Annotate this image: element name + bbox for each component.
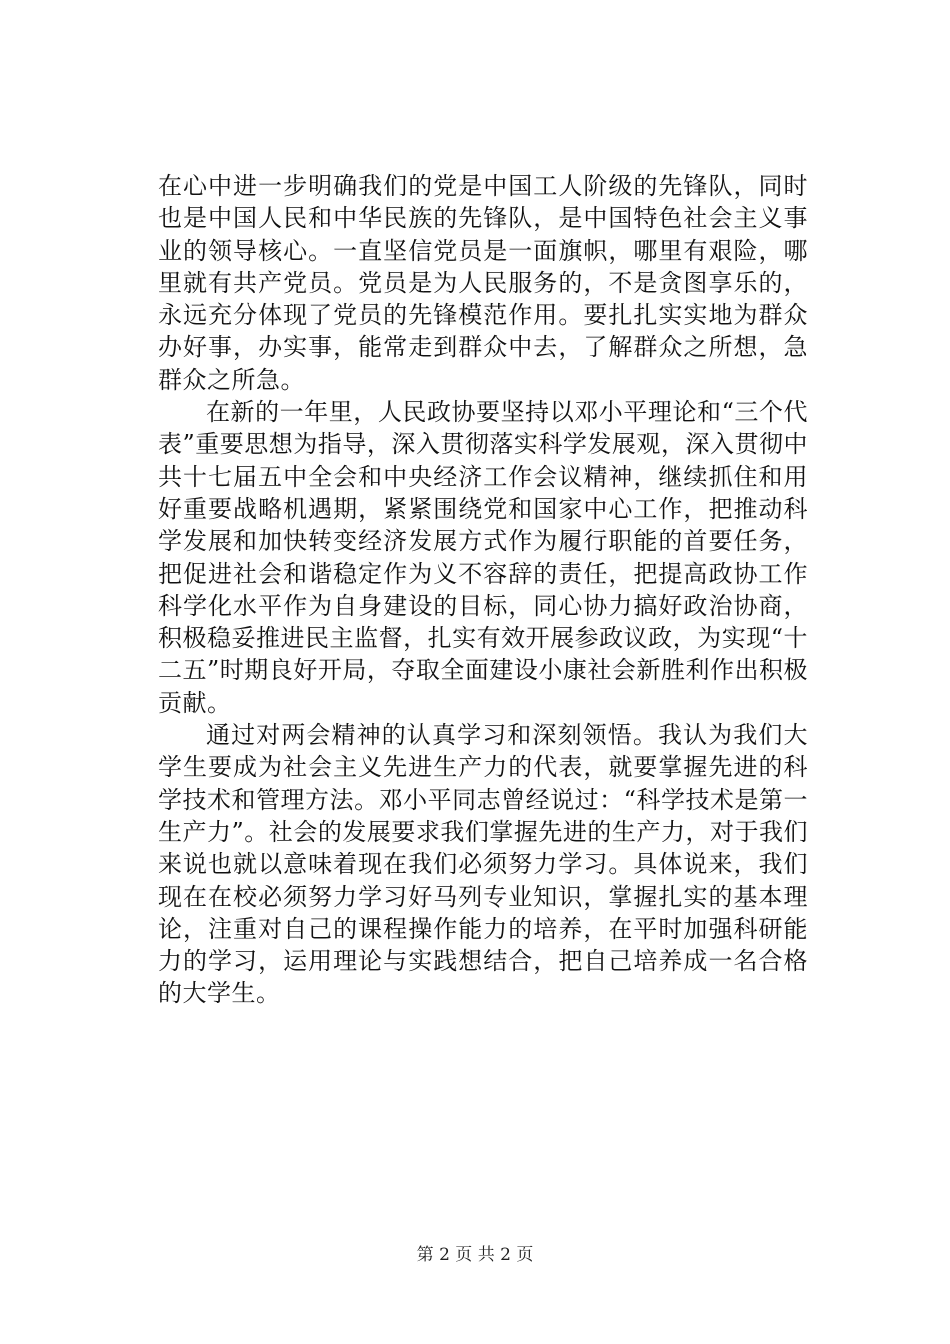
document-body: [158, 170, 808, 1010]
paragraph-2: 在新的一年里，人民政协要坚持以邓小平理论和“三个代表”重要思想为指导，深入贯彻落实科学发展观，深入贯彻中共十七届五中全会和中央经济工作会议精神，继续抓住和用好重要战略机遇期，紧紧围绕党和国家中心工作，把推动科学发展和加快转变经济发展方式作为履行职能的首要任务，把促进社会和谐稳定作为义不容辞的责任，把提高政协工作科学化水平作为自身建设的目标，同心协力搞好政治协商，积极稳妥推进民主监督，扎实有效开展参政议政，为实现“十二五”时期良好开局，夺取全面建设小康社会新胜利作出积极贡献。: [158, 398, 808, 717]
page-footer: 第 2 页 共 2 页: [416, 1245, 534, 1265]
paragraph-3: 通过对两会精神的认真学习和深刻领悟。我认为我们大学生要成为社会主义先进生产力的代表，就要掌握先进的科学技术和管理方法。邓小平同志曾经说过：“科学技术是第一生产力”。社会的发展要求我们掌握先进的生产力，对于我们来说也就以意味着现在我们必须努力学习。具体说来，我们现在在校必须努力学习好马列专业知识，掌握扎实的基本理论，注重对自己的课程操作能力的培养，在平时加强科研能力的学习，运用理论与实践想结合，把自己培养成一名合格的大学生。: [158, 721, 808, 1008]
paragraph-1: 在心中进一步明确我们的党是中国工人阶级的先锋队，同时也是中国人民和中华民族的先锋队，是中国特色社会主义事业的领导核心。一直坚信党员是一面旗帜，哪里有艰险，哪里就有共产党员。党员是为人民服务的，不是贪图享乐的，永远充分体现了党员的先锋模范作用。要扎扎实实地为群众办好事，办实事，能常走到群众中去，了解群众之所想，急群众之所急。: [158, 172, 808, 394]
